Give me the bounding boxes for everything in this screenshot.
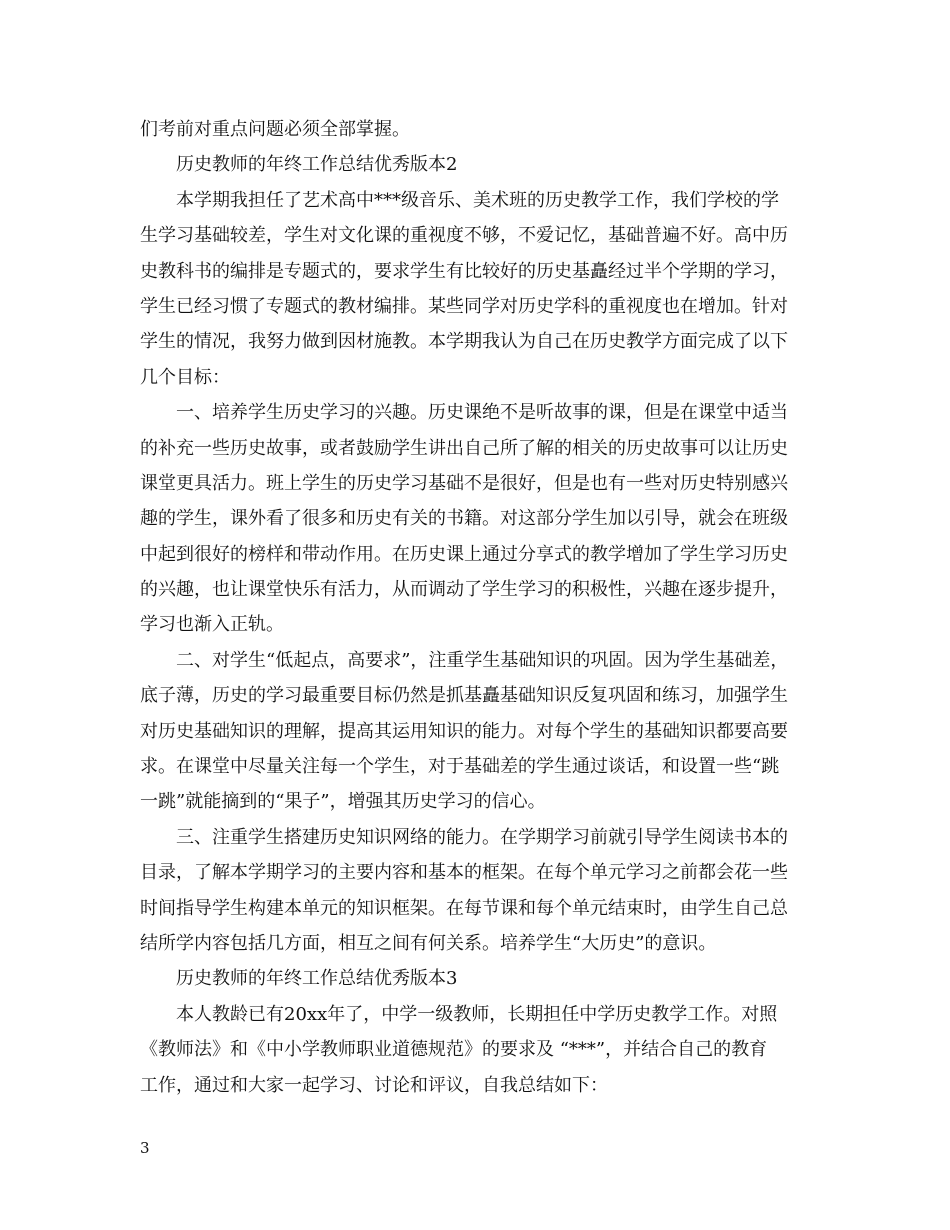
text-line: 求。在课堂中尽量关注每一个学生，对于基础差的学生通过谈话，和设置一些“跳	[140, 756, 780, 778]
text-line: 工作，通过和大家一起学习、讨论和评议，自我总结如下：	[140, 1074, 608, 1096]
text-line: 目录，了解本学期学习的主要内容和基本的框架。在每个单元学习之前都会花一些	[140, 862, 788, 884]
page-number: 3	[140, 1139, 150, 1157]
text-line: 学习也渐入正轨。	[140, 614, 284, 636]
document-body	[140, 112, 830, 1103]
text-line: 几个目标：	[140, 366, 230, 388]
text-line: 一跳”就能摘到的“果子”，增强其历史学习的信心。	[140, 791, 546, 813]
text-line: 生学习基础较差，学生对文化课的重视度不够，不爱记忆，基础普遍不好。高中历	[140, 225, 788, 247]
text-line: 时间指导学生构建本单元的知识框架。在每节课和每个单元结束时，由学生自己总	[140, 897, 788, 919]
text-line: 本学期我担任了艺术高中***级音乐、美术班的历史教学工作，我们学校的学	[176, 189, 779, 211]
section-heading: 历史教师的年终工作总结优秀版本3	[176, 968, 458, 990]
section-heading: 历史教师的年终工作总结优秀版本2	[176, 154, 458, 176]
text-line: 学生的情况，我努力做到因材施教。本学期我认为自己在历史教学方面完成了以下	[140, 331, 788, 353]
text-line: 中起到很好的榜样和带动作用。在历史课上通过分享式的教学增加了学生学习历史	[140, 543, 788, 565]
text-line: 的补充一些历史故事，或者鼓励学生讲出自己所了解的相关的历史故事可以让历史	[140, 437, 788, 459]
text-line: 底子薄，历史的学习最重要目标仍然是抓基矗基础知识反复巩固和练习，加强学生	[140, 685, 788, 707]
text-line: 们考前对重点问题必须全部掌握。	[140, 119, 410, 140]
text-line: 二、对学生“低起点，高要求”，注重学生基础知识的巩固。因为学生基础差，	[176, 649, 789, 671]
text-line: 三、注重学生搭建历史知识网络的能力。在学期学习前就引导学生阅读书本的	[176, 826, 788, 848]
text-line: 史教科书的编排是专题式的，要求学生有比较好的历史基矗经过半个学期的学习，	[140, 260, 788, 282]
text-line: 《教师法》和《中小学教师职业道德规范》的要求及 “***”，并结合自己的教育	[140, 1039, 768, 1061]
text-line: 学生已经习惯了专题式的教材编排。某些同学对历史学科的重视度也在增加。针对	[140, 295, 788, 317]
text-line: 对历史基础知识的理解，提高其运用知识的能力。对每个学生的基础知识都要高要	[140, 720, 788, 742]
text-line: 课堂更具活力。班上学生的历史学习基础不是很好，但是也有一些对历史特别感兴	[140, 472, 788, 494]
text-line: 趣的学生，课外看了很多和历史有关的书籍。对这部分学生加以引导，就会在班级	[140, 508, 788, 530]
text-line: 结所学内容包括几方面，相互之间有何关系。培养学生“大历史”的意识。	[140, 932, 717, 954]
text-line: 一、培养学生历史学习的兴趣。历史课绝不是听故事的课，但是在课堂中适当	[176, 402, 788, 424]
text-line: 的兴趣，也让课堂快乐有活力，从而调动了学生学习的积极性，兴趣在逐步提升，	[140, 579, 788, 601]
text-line: 本人教龄已有20xx年了，中学一级教师，长期担任中学历史教学工作。对照	[176, 1003, 778, 1025]
